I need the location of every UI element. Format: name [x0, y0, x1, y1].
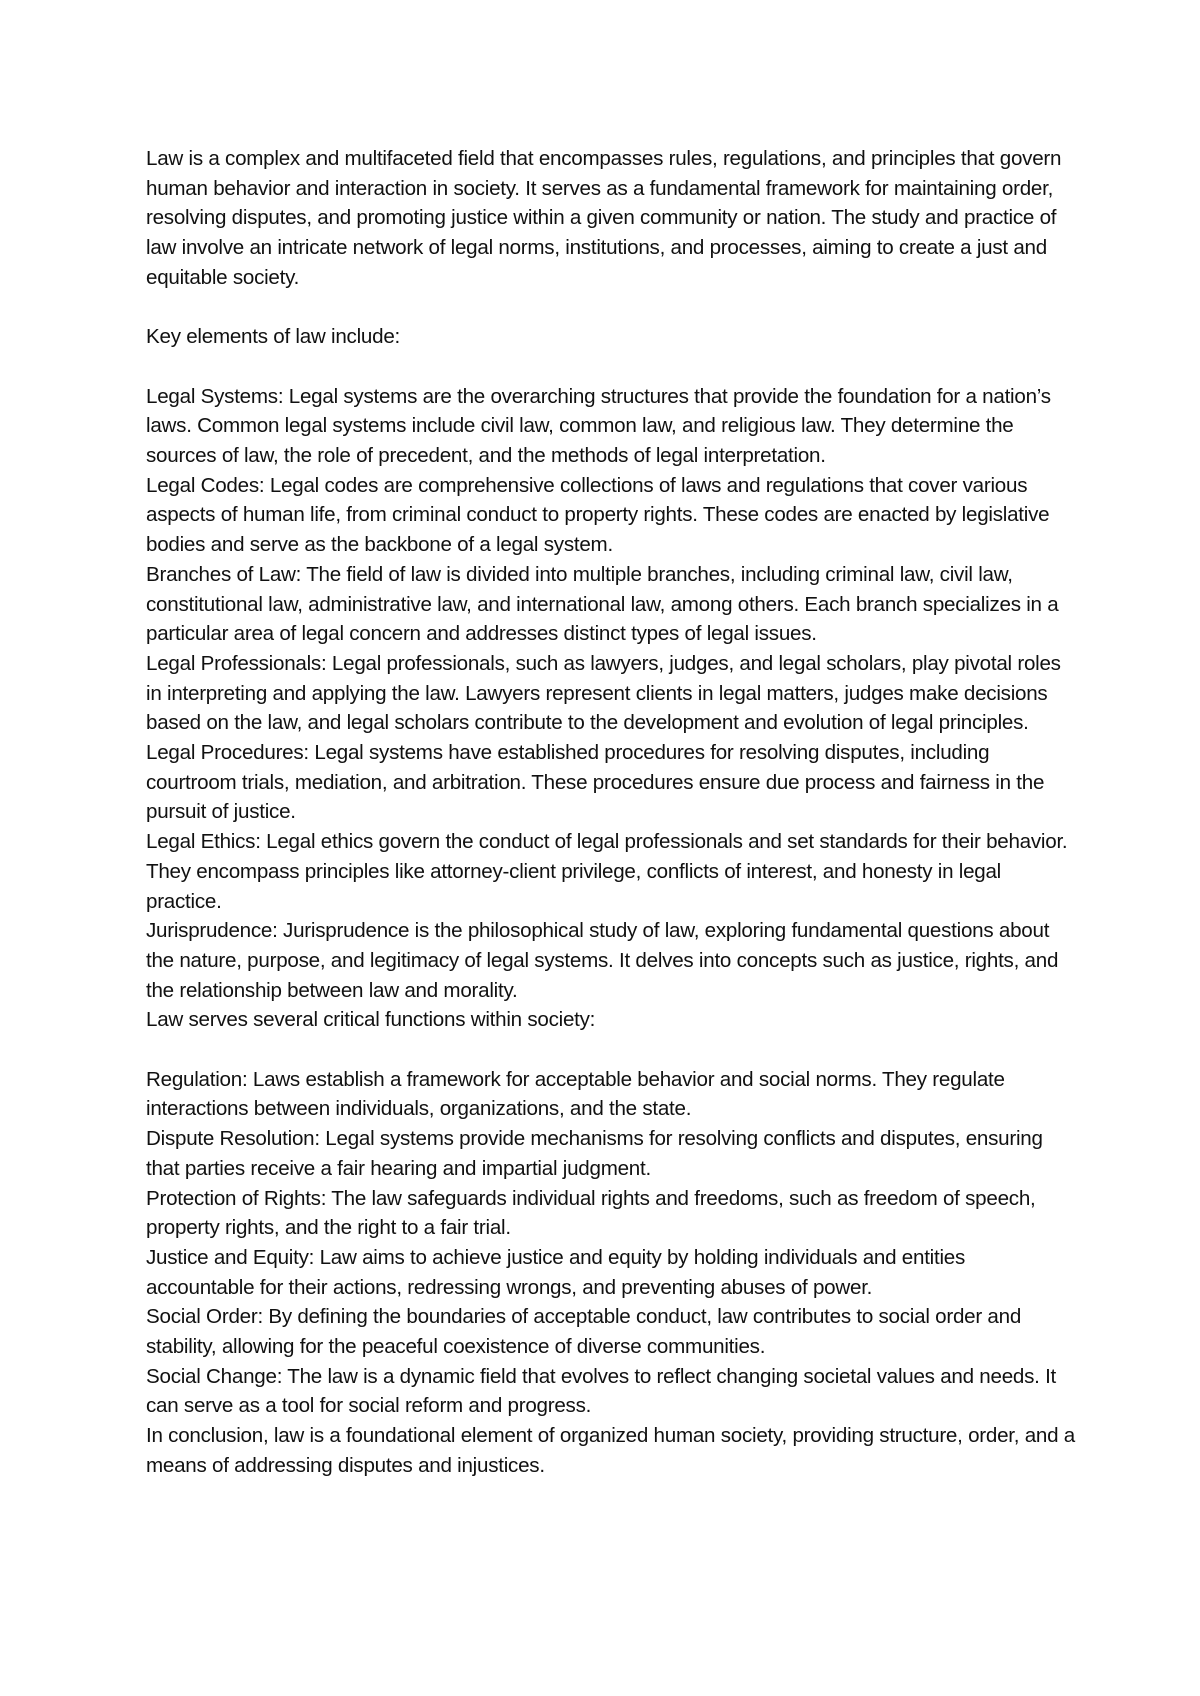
- function-justice-and-equity: Justice and Equity: Law aims to achieve justice and equity by holding individuals and entities accountable for their actions, redressing wrongs, and preventing abuses of power.: [146, 1245, 966, 1299]
- key-element-legal-codes: Legal Codes: Legal codes are comprehensive collections of laws and regulations that cover various aspects of human life, from criminal conduct to property rights. These codes are enacted by legislative bodies and serve as the backbone of a legal system.: [146, 473, 1050, 557]
- conclusion-paragraph: In conclusion, law is a foundational element of organized human society, providing structure, order, and a means of addressing disputes and injustices.: [146, 1424, 1075, 1477]
- function-dispute-resolution: Dispute Resolution: Legal systems provide mechanisms for resolving conflicts and disputes, ensuring that parties receive a fair hearing and impartial judgment.: [146, 1127, 1043, 1180]
- function-regulation: Regulation: Laws establish a framework for acceptable behavior and social norms. They regulate interactions between individuals, organizations, and the state.: [146, 1067, 1005, 1121]
- function-social-order: Social Order: By defining the boundaries of acceptable conduct, law contributes to social order and stability, allowing for the peaceful coexistence of diverse communities.: [146, 1305, 1022, 1359]
- key-element-legal-ethics: Legal Ethics: Legal ethics govern the conduct of legal professionals and set standards for their behavior. They encompass principles like attorney-client privilege, conflicts of interest, and honesty in legal practice.: [146, 830, 1068, 913]
- key-element-legal-procedures: Legal Procedures: Legal systems have established procedures for resolving disputes, including courtroom trials, mediation, and arbitration. These procedures ensure due process and fairness in the pursuit of justice.: [146, 741, 1045, 824]
- key-elements-heading: Key elements of law include:: [146, 325, 400, 349]
- key-element-legal-systems: Legal Systems: Legal systems are the overarching structures that provide the foundation for a nation’s laws. Common legal systems include civil law, common law, and religious law. They determine the sources of law, the role of precedent, and the methods of legal interpretation.: [146, 384, 1051, 467]
- intro-paragraph: Law is a complex and multifaceted field that encompasses rules, regulations, and principles that govern human behavior and interaction in society. It serves as a fundamental framework for maintaining order, resolving disputes, and promoting justice within a given community or nation. The study and practice of law involve an intricate network of legal norms, institutions, and processes, aiming to create a just and equitable society.: [146, 147, 1062, 289]
- key-element-jurisprudence: Jurisprudence: Jurisprudence is the philosophical study of law, exploring fundamental questions about the nature, purpose, and legitimacy of legal systems. It delves into concepts such as justice, rights, and the relationship between law and morality.: [146, 919, 1059, 1002]
- key-element-branches-of-law: Branches of Law: The field of law is divided into multiple branches, including criminal law, civil law, constitutional law, administrative law, and international law, among others. Each branch specializes in a particular area of legal concern and addresses distinct types of legal issues.: [146, 562, 1059, 646]
- function-social-change: Social Change: The law is a dynamic field that evolves to reflect changing societal values and needs. It can serve as a tool for social reform and progress.: [146, 1364, 1057, 1418]
- functions-heading: Law serves several critical functions within society:: [146, 1008, 596, 1032]
- function-protection-of-rights: Protection of Rights: The law safeguards individual rights and freedoms, such as freedom of speech, property rights, and the right to a fair trial.: [146, 1186, 1036, 1240]
- document-page: [146, 144, 1076, 1481]
- paragraph-gap: [146, 352, 1076, 382]
- paragraph-gap: [146, 293, 1076, 323]
- paragraph-gap: [146, 1035, 1076, 1065]
- key-element-legal-professionals: Legal Professionals: Legal professionals, such as lawyers, judges, and legal scholars, play pivotal roles in interpreting and applying the law. Lawyers represent clients in legal matters, judges make decisions based on the law, and legal scholars contribute to the development and evolution of legal principles.: [146, 651, 1061, 735]
